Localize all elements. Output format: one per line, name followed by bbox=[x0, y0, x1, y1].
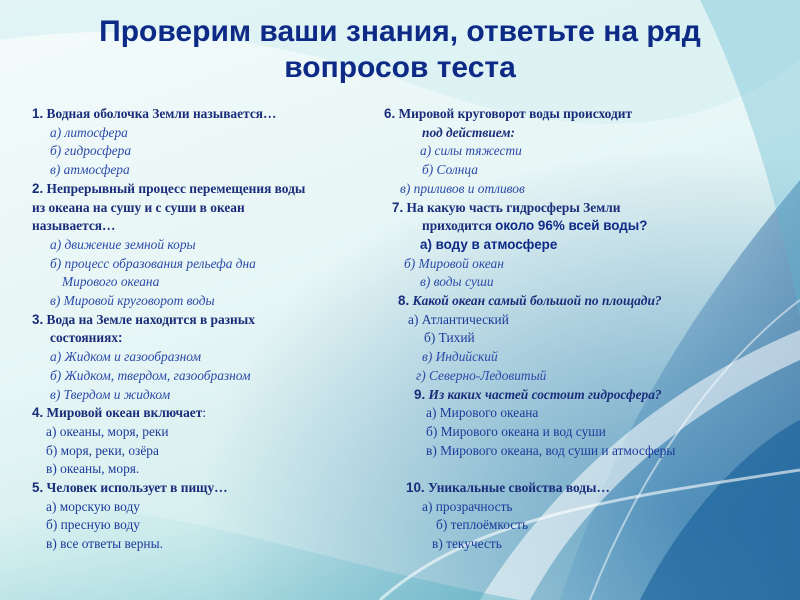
option: Мирового океана bbox=[62, 274, 160, 290]
question-number: 1. bbox=[32, 106, 44, 121]
option: в) воды суши bbox=[420, 274, 494, 290]
page-title bbox=[0, 14, 800, 86]
option: в) Мирового океана, вод суши и атмосферы bbox=[426, 442, 676, 458]
question-9 bbox=[414, 386, 662, 405]
question-number: 5. bbox=[32, 480, 44, 495]
option: а) воду в атмосфере bbox=[420, 236, 558, 252]
question-text: называется… bbox=[32, 218, 116, 234]
question-text: Вода на Земле находится в разных bbox=[46, 311, 255, 327]
question-number: 9. bbox=[414, 386, 426, 402]
option: в) атмосфера bbox=[50, 162, 130, 178]
option: б) процесс образования рельефа дна bbox=[50, 255, 256, 271]
option: б) Солнца bbox=[422, 162, 478, 178]
question-text-highlight: около 96% всей воды? bbox=[495, 218, 648, 234]
option: а) Жидком и газообразном bbox=[50, 349, 202, 365]
question-number: 8. bbox=[398, 293, 410, 308]
question-text: под действием: bbox=[422, 124, 516, 140]
option: б) Жидком, твердом, газообразном bbox=[50, 367, 251, 383]
question-number: 2. bbox=[32, 180, 44, 196]
option: а) литосфера bbox=[50, 124, 128, 140]
question-text: из океана на сушу и с суши в океан bbox=[32, 199, 245, 215]
option: г) Северно-Ледовитый bbox=[416, 367, 547, 383]
option: в) приливов и отливов bbox=[400, 180, 525, 196]
question-text: На какую часть гидросферы Земли bbox=[406, 199, 621, 215]
question-1 bbox=[32, 105, 276, 124]
question-6 bbox=[384, 105, 632, 124]
question-text: Мировой океан включает bbox=[46, 405, 203, 421]
option: в) Твердом и жидком bbox=[50, 386, 171, 402]
option: а) Атлантический bbox=[408, 311, 509, 327]
option: б) Тихий bbox=[424, 330, 475, 346]
question-text: Мировой круговорот воды происходит bbox=[398, 106, 633, 121]
question-text-cont bbox=[422, 217, 647, 236]
option: б) моря, реки, озёра bbox=[46, 442, 159, 458]
option: в) Индийский bbox=[422, 349, 498, 365]
question-number: 10. bbox=[406, 480, 425, 495]
right-column bbox=[384, 105, 794, 565]
question-number: 3. bbox=[32, 311, 44, 327]
question-7 bbox=[392, 199, 621, 218]
option: б) гидросфера bbox=[50, 143, 132, 159]
question-8 bbox=[398, 292, 662, 311]
option: а) силы тяжести bbox=[420, 143, 522, 159]
question-text: приходится bbox=[422, 218, 492, 234]
option: а) морскую воду bbox=[46, 498, 140, 514]
colon: : bbox=[118, 330, 123, 346]
option: в) текучесть bbox=[432, 536, 502, 552]
title-line-2: вопросов теста bbox=[284, 51, 516, 84]
question-5 bbox=[32, 479, 228, 498]
question-number: 7. bbox=[392, 199, 404, 215]
option: в) все ответы верны. bbox=[46, 536, 163, 552]
question-4 bbox=[32, 404, 206, 423]
question-text: Уникальные свойства воды… bbox=[427, 480, 610, 495]
option: б) теплоёмкость bbox=[436, 517, 529, 533]
title-line-1: Проверим ваши знания, ответьте на ряд bbox=[99, 15, 701, 48]
question-10 bbox=[406, 479, 610, 498]
option: в) Мировой круговорот воды bbox=[50, 293, 215, 308]
question-text: Водная оболочка Земли называется… bbox=[46, 106, 277, 121]
option: в) океаны, моря. bbox=[46, 461, 140, 477]
question-text: Непрерывный процесс перемещения воды bbox=[46, 180, 306, 196]
question-text-cont bbox=[50, 329, 123, 348]
option: а) прозрачность bbox=[422, 498, 513, 514]
option: б) пресную воду bbox=[46, 517, 140, 533]
option: б) Мирового океана и вод суши bbox=[426, 423, 606, 439]
question-text: Человек использует в пищу… bbox=[46, 480, 228, 495]
option: а) движение земной коры bbox=[50, 236, 196, 252]
question-2 bbox=[32, 180, 305, 199]
option: а) океаны, моря, реки bbox=[46, 423, 169, 439]
colon: : bbox=[202, 405, 207, 421]
question-text: Из каких частей состоит гидросфера? bbox=[428, 386, 662, 402]
question-text: Какой океан самый большой по площади? bbox=[412, 293, 662, 308]
question-text: состояниях bbox=[50, 330, 119, 346]
left-column bbox=[32, 105, 392, 565]
question-number: 4. bbox=[32, 405, 44, 421]
question-number: 6. bbox=[384, 106, 396, 121]
option: а) Мирового океана bbox=[426, 405, 539, 421]
question-3 bbox=[32, 311, 255, 330]
option: б) Мировой океан bbox=[404, 255, 504, 271]
